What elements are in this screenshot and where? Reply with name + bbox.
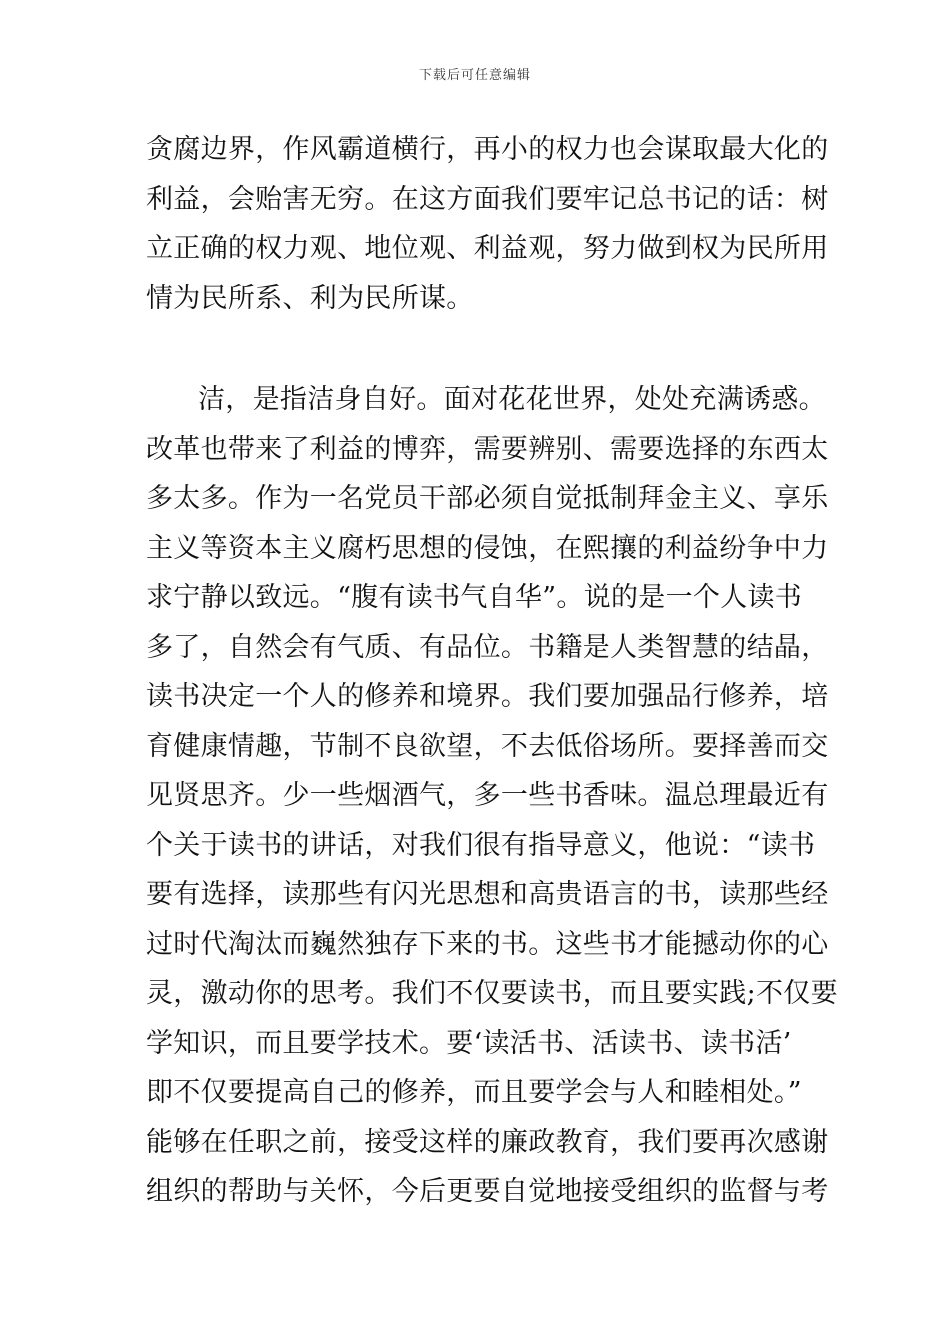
text-line: 过时代淘汰而巍然独存下来的书。这些书才能撼动你的心: [146, 928, 829, 960]
text-line: 组织的帮助与关怀，今后更要自觉地接受组织的监督与考: [146, 1176, 829, 1207]
text-line: 立正确的权力观、地位观、利益观，努力做到权为民所用: [146, 233, 829, 264]
text-line: 学知识，而且要学技术。要‘读活书、活读书、读书活’: [146, 1027, 792, 1059]
text-line: 多了，自然会有气质、有品位。书籍是人类智慧的结晶，: [146, 631, 829, 663]
text-line: 能够在任职之前，接受这样的廉政教育，我们要再次感谢: [146, 1126, 829, 1158]
text-line: 主义等资本主义腐朽思想的侵蚀，在熙攘的利益纷争中力: [146, 532, 829, 564]
text-line: 情为民所系、利为民所谋。: [146, 282, 474, 314]
text-line: 多太多。作为一名党员干部必须自觉抵制拜金主义、享乐: [146, 483, 829, 514]
paragraph-1: [146, 125, 829, 323]
text-line: 求宁静以致远。“腹有读书气自华”。说的是一个人读书: [146, 582, 803, 613]
text-line: 灵，激动你的思考。我们不仅要读书，而且要实践;不仅要: [146, 978, 838, 1009]
text-line: 要有选择，读那些有闪光思想和高贵语言的书，读那些经: [146, 879, 829, 910]
text-line: 读书决定一个人的修养和境界。我们要加强品行修养，培: [146, 681, 829, 712]
text-line: 贪腐边界，作风霸道横行，再小的权力也会谋取最大化的: [146, 134, 829, 165]
text-line: 见贤思齐。少一些烟酒气，多一些书香味。温总理最近有: [146, 780, 829, 811]
text-line: 利益，会贻害无穷。在这方面我们要牢记总书记的话：树: [146, 183, 829, 215]
paragraph-2: [146, 375, 838, 1217]
text-line: 改革也带来了利益的博弈，需要辨别、需要选择的东西太: [146, 433, 829, 465]
text-line: 个关于读书的讲话，对我们很有指导意义，他说：“读书: [146, 829, 816, 861]
page-header: 下载后可任意编辑: [418, 68, 531, 83]
text-line: 育健康情趣，节制不良欲望，不去低俗场所。要择善而交: [146, 730, 829, 762]
text-line: 即不仅要提高自己的修养，而且要学会与人和睦相处。”: [146, 1077, 802, 1108]
text-line: 洁，是指洁身自好。面对花花世界，处处充满诱惑。: [198, 384, 826, 415]
